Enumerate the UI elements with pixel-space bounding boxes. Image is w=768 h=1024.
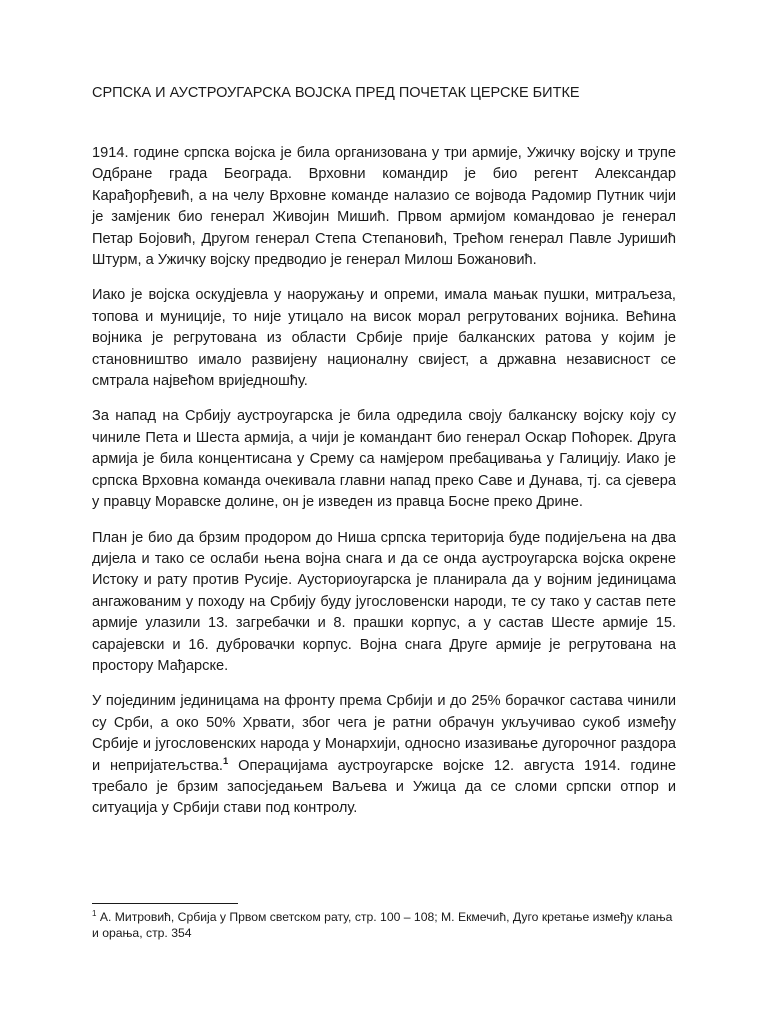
paragraph-2: Иако је војска оскудјевла у наоружању и опреми, имала мањак пушки, митраљеза, топова и муниције, то није утицало на висок морал регрутованих војника. Већина војника је регрутована из области Србије прије балканских ратова у којим је становништво имало развијену националну свијест, а државна независност се смтрала највећом вриједношћу. [92, 287, 676, 390]
paragraph-3: За напад на Србију аустроугарска је била одредила своју балканску војску коју су чиниле Пета и Шеста армија, а чији је командант био генерал Оскар Поћорек. Друга армија је била концентисана у Срему са намјером пребацивања у Галицију. Иако је српска Врховна команда очекивала главни напад преко Саве и Дунава, тј. са сјевера у правцу Моравске долине, он је изведен из правца Босне преко Дрине. [92, 408, 676, 511]
footnote-text: А. Митровић, Србија у Првом светском рату, стр. 100 – 108; М. Екмечић, Дуго кретање између клања и орања, стр. 354 [92, 910, 673, 940]
footnote-reference: 1 [222, 755, 229, 767]
document-title: СРПСКА И АУСТРОУГАРСКА ВОЈСКА ПРЕД ПОЧЕТАК ЦЕРСКЕ БИТКЕ [92, 85, 580, 101]
footnote-marker: 1 [92, 908, 97, 918]
paragraph-4: План је био да брзим продором до Ниша српска територија буде подијељена на два дијела и тако се ослаби њена војна снага и да се онда аустроугарска војска окрене Истоку и рату против Русије. Аусториоугарска је планирала да у војним јединицама ангажованим у походу на Србију буду југословенски народи, те су тако у састав пете армије улазили 13. загребачки и 8. прашки корпус, а у састав Шесте армије 15. сарајевски и 16. дубровачки корпус. Војна снага Друге армије је регрутована на простору Мађарске. [92, 529, 676, 674]
paragraph-5 [92, 691, 676, 819]
footnote [92, 909, 682, 941]
paragraph-5-before-note: У појединим јединицама на фронту према Србији и до 25% борачког састава чинили су Срби, а око 50% Хрвати, због чега је ратни обрачун укључивао сукоб између Србије и југословенских народа у Монархији, односно изазивање дугорочног раздора и непријатељства. [92, 693, 676, 774]
document-body [92, 143, 676, 834]
paragraph-1: 1914. године српска војска је била организована у три армије, Ужичку војску и трупе Одбране града Београда. Врховни командир је био регент Александар Карађорђевић, а на челу Врховне команде налазио се војвода Радомир Путник чији је замјеник био генерал Живојин Мишић. Првом армијом командовао је генерал Петар Бојовић, Другом генерал Степа Степановић, Трећом генерал Павле Јуришић Штурм, а Ужичку војску предводио је генерал Милош Божановић. [92, 145, 676, 269]
paragraph-5-after-note: Операцијама аустроугарске војске 12. августа 1914. године требало је брзим запосједањем Ваљева и Ужица да се сломи српски отпор и ситуација у Србији стави под контролу. [92, 757, 676, 817]
footnote-separator [92, 903, 238, 904]
